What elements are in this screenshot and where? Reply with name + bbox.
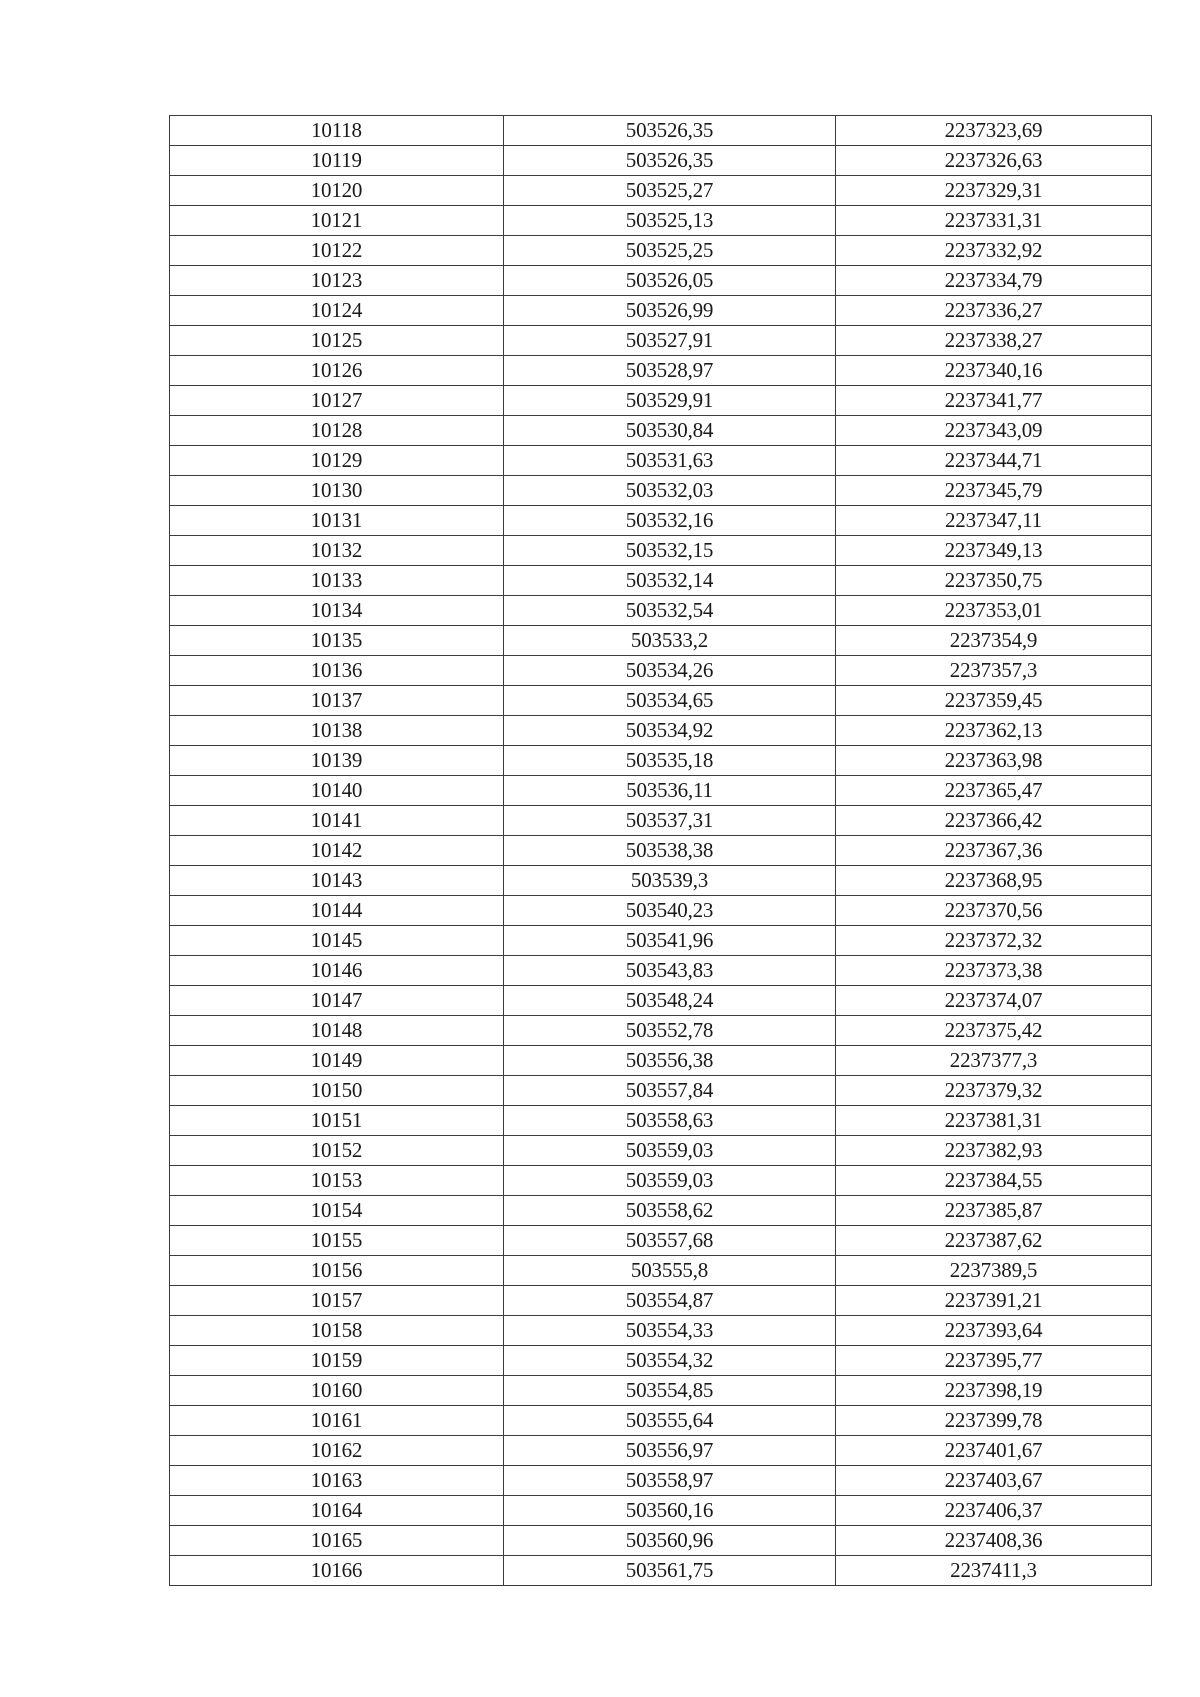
y-coordinate-cell: 2237336,27 bbox=[836, 296, 1152, 326]
x-coordinate-cell: 503556,97 bbox=[504, 1436, 836, 1466]
y-coordinate-cell: 2237345,79 bbox=[836, 476, 1152, 506]
point-number-cell: 10151 bbox=[170, 1106, 504, 1136]
table-row bbox=[170, 146, 1152, 176]
table-row bbox=[170, 866, 1152, 896]
table-row bbox=[170, 506, 1152, 536]
point-number-cell: 10141 bbox=[170, 806, 504, 836]
point-number-cell: 10160 bbox=[170, 1376, 504, 1406]
x-coordinate-cell: 503554,32 bbox=[504, 1346, 836, 1376]
y-coordinate-cell: 2237398,19 bbox=[836, 1376, 1152, 1406]
y-coordinate-cell: 2237347,11 bbox=[836, 506, 1152, 536]
x-coordinate-cell: 503526,99 bbox=[504, 296, 836, 326]
point-number-cell: 10166 bbox=[170, 1556, 504, 1586]
x-coordinate-cell: 503561,75 bbox=[504, 1556, 836, 1586]
point-number-cell: 10120 bbox=[170, 176, 504, 206]
y-coordinate-cell: 2237377,3 bbox=[836, 1046, 1152, 1076]
table-row bbox=[170, 1256, 1152, 1286]
x-coordinate-cell: 503539,3 bbox=[504, 866, 836, 896]
x-coordinate-cell: 503532,15 bbox=[504, 536, 836, 566]
point-number-cell: 10149 bbox=[170, 1046, 504, 1076]
y-coordinate-cell: 2237338,27 bbox=[836, 326, 1152, 356]
table-row bbox=[170, 566, 1152, 596]
table-row bbox=[170, 746, 1152, 776]
y-coordinate-cell: 2237366,42 bbox=[836, 806, 1152, 836]
table-row bbox=[170, 536, 1152, 566]
table-row bbox=[170, 926, 1152, 956]
point-number-cell: 10140 bbox=[170, 776, 504, 806]
table-row bbox=[170, 686, 1152, 716]
x-coordinate-cell: 503528,97 bbox=[504, 356, 836, 386]
point-number-cell: 10156 bbox=[170, 1256, 504, 1286]
point-number-cell: 10159 bbox=[170, 1346, 504, 1376]
x-coordinate-cell: 503525,25 bbox=[504, 236, 836, 266]
y-coordinate-cell: 2237334,79 bbox=[836, 266, 1152, 296]
x-coordinate-cell: 503554,33 bbox=[504, 1316, 836, 1346]
x-coordinate-cell: 503527,91 bbox=[504, 326, 836, 356]
table-row bbox=[170, 656, 1152, 686]
point-number-cell: 10139 bbox=[170, 746, 504, 776]
table-row bbox=[170, 716, 1152, 746]
x-coordinate-cell: 503532,03 bbox=[504, 476, 836, 506]
x-coordinate-cell: 503554,85 bbox=[504, 1376, 836, 1406]
table-row bbox=[170, 1496, 1152, 1526]
x-coordinate-cell: 503555,8 bbox=[504, 1256, 836, 1286]
x-coordinate-cell: 503533,2 bbox=[504, 626, 836, 656]
y-coordinate-cell: 2237411,3 bbox=[836, 1556, 1152, 1586]
point-number-cell: 10152 bbox=[170, 1136, 504, 1166]
point-number-cell: 10164 bbox=[170, 1496, 504, 1526]
table-row bbox=[170, 1346, 1152, 1376]
y-coordinate-cell: 2237408,36 bbox=[836, 1526, 1152, 1556]
point-number-cell: 10134 bbox=[170, 596, 504, 626]
x-coordinate-cell: 503541,96 bbox=[504, 926, 836, 956]
table-row bbox=[170, 356, 1152, 386]
table-row bbox=[170, 116, 1152, 146]
x-coordinate-cell: 503543,83 bbox=[504, 956, 836, 986]
point-number-cell: 10135 bbox=[170, 626, 504, 656]
table-row bbox=[170, 326, 1152, 356]
table-row bbox=[170, 1196, 1152, 1226]
x-coordinate-cell: 503540,23 bbox=[504, 896, 836, 926]
table-row bbox=[170, 1376, 1152, 1406]
table-row bbox=[170, 806, 1152, 836]
y-coordinate-cell: 2237391,21 bbox=[836, 1286, 1152, 1316]
point-number-cell: 10157 bbox=[170, 1286, 504, 1316]
point-number-cell: 10154 bbox=[170, 1196, 504, 1226]
table-row bbox=[170, 266, 1152, 296]
table-row bbox=[170, 386, 1152, 416]
y-coordinate-cell: 2237393,64 bbox=[836, 1316, 1152, 1346]
table-row bbox=[170, 1406, 1152, 1436]
y-coordinate-cell: 2237344,71 bbox=[836, 446, 1152, 476]
x-coordinate-cell: 503526,05 bbox=[504, 266, 836, 296]
x-coordinate-cell: 503529,91 bbox=[504, 386, 836, 416]
y-coordinate-cell: 2237329,31 bbox=[836, 176, 1152, 206]
y-coordinate-cell: 2237384,55 bbox=[836, 1166, 1152, 1196]
x-coordinate-cell: 503534,65 bbox=[504, 686, 836, 716]
y-coordinate-cell: 2237399,78 bbox=[836, 1406, 1152, 1436]
x-coordinate-cell: 503558,62 bbox=[504, 1196, 836, 1226]
y-coordinate-cell: 2237374,07 bbox=[836, 986, 1152, 1016]
table-row bbox=[170, 1106, 1152, 1136]
y-coordinate-cell: 2237323,69 bbox=[836, 116, 1152, 146]
point-number-cell: 10128 bbox=[170, 416, 504, 446]
point-number-cell: 10119 bbox=[170, 146, 504, 176]
y-coordinate-cell: 2237350,75 bbox=[836, 566, 1152, 596]
point-number-cell: 10121 bbox=[170, 206, 504, 236]
x-coordinate-cell: 503558,97 bbox=[504, 1466, 836, 1496]
x-coordinate-cell: 503531,63 bbox=[504, 446, 836, 476]
y-coordinate-cell: 2237341,77 bbox=[836, 386, 1152, 416]
y-coordinate-cell: 2237353,01 bbox=[836, 596, 1152, 626]
table-row bbox=[170, 896, 1152, 926]
x-coordinate-cell: 503530,84 bbox=[504, 416, 836, 446]
point-number-cell: 10124 bbox=[170, 296, 504, 326]
table-row bbox=[170, 1046, 1152, 1076]
y-coordinate-cell: 2237389,5 bbox=[836, 1256, 1152, 1286]
y-coordinate-cell: 2237372,32 bbox=[836, 926, 1152, 956]
point-number-cell: 10142 bbox=[170, 836, 504, 866]
table-row bbox=[170, 836, 1152, 866]
table-row bbox=[170, 1226, 1152, 1256]
table-row bbox=[170, 1136, 1152, 1166]
y-coordinate-cell: 2237401,67 bbox=[836, 1436, 1152, 1466]
point-number-cell: 10136 bbox=[170, 656, 504, 686]
y-coordinate-cell: 2237385,87 bbox=[836, 1196, 1152, 1226]
point-number-cell: 10158 bbox=[170, 1316, 504, 1346]
y-coordinate-cell: 2237368,95 bbox=[836, 866, 1152, 896]
point-number-cell: 10130 bbox=[170, 476, 504, 506]
x-coordinate-cell: 503554,87 bbox=[504, 1286, 836, 1316]
x-coordinate-cell: 503557,84 bbox=[504, 1076, 836, 1106]
table-row bbox=[170, 416, 1152, 446]
point-number-cell: 10153 bbox=[170, 1166, 504, 1196]
point-number-cell: 10155 bbox=[170, 1226, 504, 1256]
table-row bbox=[170, 1436, 1152, 1466]
x-coordinate-cell: 503559,03 bbox=[504, 1136, 836, 1166]
x-coordinate-cell: 503526,35 bbox=[504, 146, 836, 176]
y-coordinate-cell: 2237331,31 bbox=[836, 206, 1152, 236]
point-number-cell: 10123 bbox=[170, 266, 504, 296]
table-row bbox=[170, 986, 1152, 1016]
y-coordinate-cell: 2237340,16 bbox=[836, 356, 1152, 386]
x-coordinate-cell: 503556,38 bbox=[504, 1046, 836, 1076]
table-row bbox=[170, 626, 1152, 656]
x-coordinate-cell: 503532,54 bbox=[504, 596, 836, 626]
y-coordinate-cell: 2237359,45 bbox=[836, 686, 1152, 716]
x-coordinate-cell: 503538,38 bbox=[504, 836, 836, 866]
table-row bbox=[170, 236, 1152, 266]
y-coordinate-cell: 2237349,13 bbox=[836, 536, 1152, 566]
table-row bbox=[170, 206, 1152, 236]
table-row bbox=[170, 1556, 1152, 1586]
y-coordinate-cell: 2237395,77 bbox=[836, 1346, 1152, 1376]
table-row bbox=[170, 1316, 1152, 1346]
y-coordinate-cell: 2237357,3 bbox=[836, 656, 1152, 686]
x-coordinate-cell: 503552,78 bbox=[504, 1016, 836, 1046]
x-coordinate-cell: 503534,92 bbox=[504, 716, 836, 746]
table-row bbox=[170, 296, 1152, 326]
point-number-cell: 10144 bbox=[170, 896, 504, 926]
y-coordinate-cell: 2237375,42 bbox=[836, 1016, 1152, 1046]
x-coordinate-cell: 503558,63 bbox=[504, 1106, 836, 1136]
y-coordinate-cell: 2237363,98 bbox=[836, 746, 1152, 776]
point-number-cell: 10143 bbox=[170, 866, 504, 896]
point-number-cell: 10161 bbox=[170, 1406, 504, 1436]
table-row bbox=[170, 1076, 1152, 1106]
point-number-cell: 10165 bbox=[170, 1526, 504, 1556]
x-coordinate-cell: 503526,35 bbox=[504, 116, 836, 146]
y-coordinate-cell: 2237354,9 bbox=[836, 626, 1152, 656]
table-row bbox=[170, 176, 1152, 206]
y-coordinate-cell: 2237373,38 bbox=[836, 956, 1152, 986]
x-coordinate-cell: 503559,03 bbox=[504, 1166, 836, 1196]
x-coordinate-cell: 503532,14 bbox=[504, 566, 836, 596]
coordinates-table bbox=[169, 115, 1152, 1586]
point-number-cell: 10132 bbox=[170, 536, 504, 566]
table-row bbox=[170, 596, 1152, 626]
x-coordinate-cell: 503532,16 bbox=[504, 506, 836, 536]
point-number-cell: 10138 bbox=[170, 716, 504, 746]
point-number-cell: 10162 bbox=[170, 1436, 504, 1466]
y-coordinate-cell: 2237387,62 bbox=[836, 1226, 1152, 1256]
x-coordinate-cell: 503525,13 bbox=[504, 206, 836, 236]
y-coordinate-cell: 2237332,92 bbox=[836, 236, 1152, 266]
table-row bbox=[170, 1016, 1152, 1046]
y-coordinate-cell: 2237406,37 bbox=[836, 1496, 1152, 1526]
point-number-cell: 10147 bbox=[170, 986, 504, 1016]
table-row bbox=[170, 776, 1152, 806]
point-number-cell: 10148 bbox=[170, 1016, 504, 1046]
x-coordinate-cell: 503557,68 bbox=[504, 1226, 836, 1256]
x-coordinate-cell: 503555,64 bbox=[504, 1406, 836, 1436]
point-number-cell: 10146 bbox=[170, 956, 504, 986]
x-coordinate-cell: 503536,11 bbox=[504, 776, 836, 806]
y-coordinate-cell: 2237382,93 bbox=[836, 1136, 1152, 1166]
point-number-cell: 10122 bbox=[170, 236, 504, 266]
point-number-cell: 10163 bbox=[170, 1466, 504, 1496]
x-coordinate-cell: 503560,96 bbox=[504, 1526, 836, 1556]
y-coordinate-cell: 2237381,31 bbox=[836, 1106, 1152, 1136]
x-coordinate-cell: 503534,26 bbox=[504, 656, 836, 686]
point-number-cell: 10126 bbox=[170, 356, 504, 386]
y-coordinate-cell: 2237379,32 bbox=[836, 1076, 1152, 1106]
table-row bbox=[170, 1526, 1152, 1556]
point-number-cell: 10150 bbox=[170, 1076, 504, 1106]
point-number-cell: 10129 bbox=[170, 446, 504, 476]
table-row bbox=[170, 476, 1152, 506]
point-number-cell: 10127 bbox=[170, 386, 504, 416]
y-coordinate-cell: 2237365,47 bbox=[836, 776, 1152, 806]
x-coordinate-cell: 503548,24 bbox=[504, 986, 836, 1016]
y-coordinate-cell: 2237370,56 bbox=[836, 896, 1152, 926]
point-number-cell: 10133 bbox=[170, 566, 504, 596]
table-row bbox=[170, 1466, 1152, 1496]
point-number-cell: 10145 bbox=[170, 926, 504, 956]
point-number-cell: 10131 bbox=[170, 506, 504, 536]
table-row bbox=[170, 1286, 1152, 1316]
x-coordinate-cell: 503535,18 bbox=[504, 746, 836, 776]
y-coordinate-cell: 2237367,36 bbox=[836, 836, 1152, 866]
coordinates-table-body bbox=[170, 116, 1152, 1586]
y-coordinate-cell: 2237326,63 bbox=[836, 146, 1152, 176]
y-coordinate-cell: 2237362,13 bbox=[836, 716, 1152, 746]
point-number-cell: 10137 bbox=[170, 686, 504, 716]
table-row bbox=[170, 956, 1152, 986]
x-coordinate-cell: 503525,27 bbox=[504, 176, 836, 206]
y-coordinate-cell: 2237343,09 bbox=[836, 416, 1152, 446]
table-row bbox=[170, 1166, 1152, 1196]
point-number-cell: 10118 bbox=[170, 116, 504, 146]
x-coordinate-cell: 503537,31 bbox=[504, 806, 836, 836]
table-row bbox=[170, 446, 1152, 476]
point-number-cell: 10125 bbox=[170, 326, 504, 356]
x-coordinate-cell: 503560,16 bbox=[504, 1496, 836, 1526]
y-coordinate-cell: 2237403,67 bbox=[836, 1466, 1152, 1496]
